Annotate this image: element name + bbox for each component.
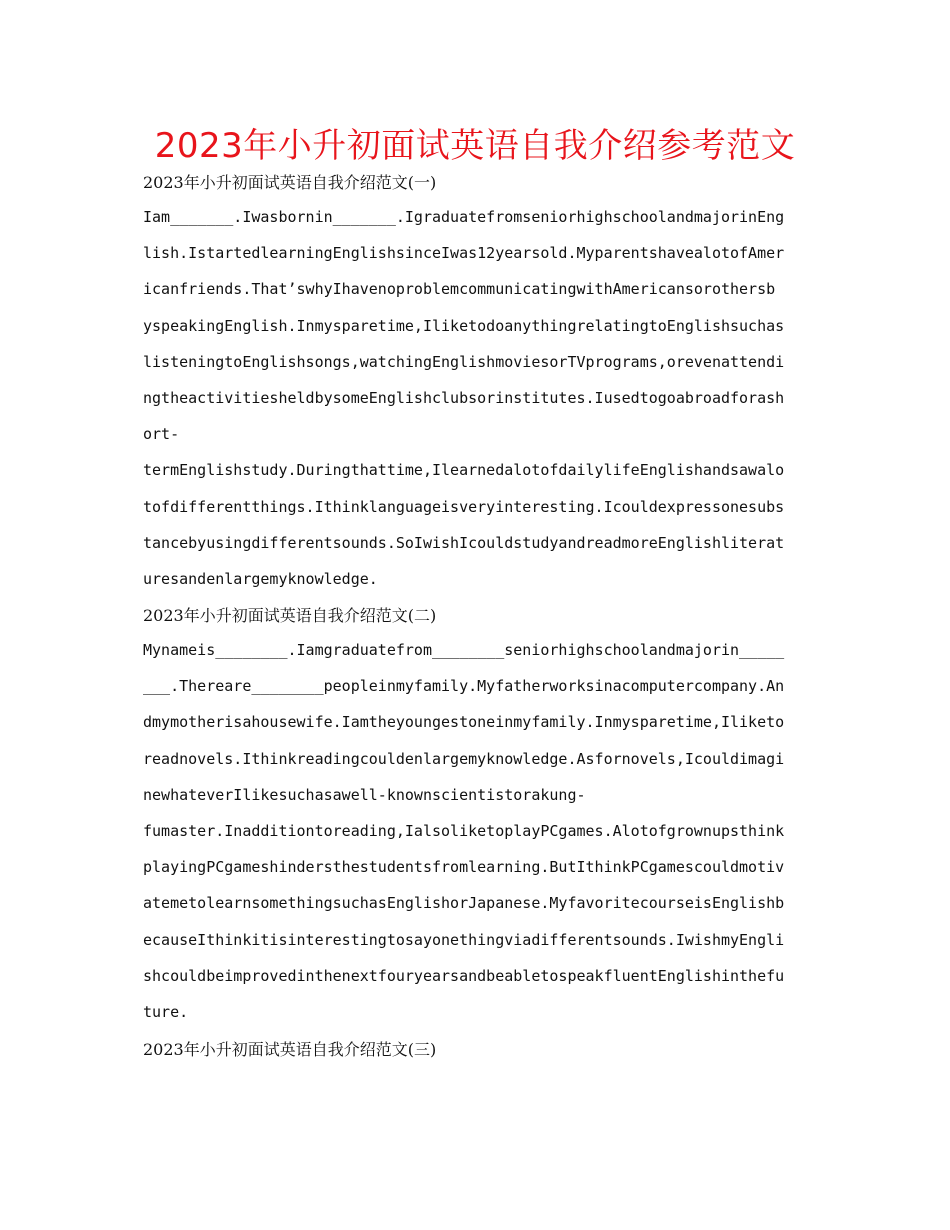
- text-line: atemetolearnsomethingsuchasEnglishorJapanese.MyfavoritecourseisEnglishb: [143, 894, 785, 913]
- text-line: playingPCgameshindersthestudentsfromlearning.ButIthinkPCgamescouldmotiv: [143, 858, 785, 877]
- text-line: uresandenlargemyknowledge.: [143, 569, 378, 588]
- text-line: termEnglishstudy.Duringthattime,IlearnedalotofdailylifeEnglishandsawalo: [143, 461, 785, 480]
- text-line: listeningtoEnglishsongs,watchingEnglishmoviesorTVprograms,orevenattendi: [143, 352, 785, 371]
- text-line: dmymotherisahousewife.Iamtheyoungestoneinmyfamily.Inmysparetime,Iliketo: [143, 713, 785, 732]
- text-line: tancebyusingdifferentsounds.SoIwishIcouldstudyandreadmoreEnglishliterat: [143, 533, 785, 552]
- text-line: ort-: [143, 425, 180, 444]
- text-line: ecauseIthinkitisinterestingtosayonethingviadifferentsounds.IwishmyEngli: [143, 930, 785, 949]
- text-line: ture.: [143, 1002, 189, 1021]
- text-line: Iam_______.Iwasbornin_______.IgraduatefromseniorhighschoolandmajorinEng: [143, 208, 785, 226]
- text-line: newhateverIlikesuchasawell-knownscientistorakung-: [143, 785, 586, 804]
- text-line: Mynameis________.Iamgraduatefrom________seniorhighschoolandmajorin_____: [143, 641, 785, 659]
- text-line: ngtheactivitiesheldbysomeEnglishclubsorinstitutes.Iusedtogoabroadforash: [143, 388, 785, 407]
- section-body-1: [143, 199, 805, 597]
- text-line: ___.Thereare________peopleinmyfamily.Myfatherworksinacomputercompany.An: [143, 677, 785, 696]
- document-title: 2023年小升初面试英语自我介绍参考范文: [154, 126, 796, 166]
- text-line: fumaster.Inadditiontoreading,IalsoliketoplayPCgames.Alotofgrownupsthink: [143, 821, 785, 840]
- section-heading-2: 2023年小升初面试英语自我介绍范文(二): [143, 606, 437, 625]
- section-heading-3: 2023年小升初面试英语自我介绍范文(三): [143, 1040, 437, 1059]
- text-line: tofdifferentthings.Ithinklanguageisveryinteresting.Icouldexpressonesubs: [143, 497, 785, 516]
- text-line: yspeakingEnglish.Inmysparetime,IliketodoanythingrelatingtoEnglishsuchas: [143, 316, 785, 335]
- text-line: icanfriends.That’swhyIhavenoproblemcommunicatingwithAmericansorothersb: [143, 280, 776, 299]
- text-line: lish.IstartedlearningEnglishsinceIwas12yearsold.MyparentshavealotofAmer: [143, 244, 785, 263]
- text-line: shcouldbeimprovedinthenextfouryearsandbeabletospeakfluentEnglishinthefu: [143, 966, 785, 985]
- section-body-2: [143, 632, 805, 1030]
- section-heading-1: 2023年小升初面试英语自我介绍范文(一): [143, 173, 437, 192]
- text-line: readnovels.Ithinkreadingcouldenlargemyknowledge.Asfornovels,Icouldimagi: [143, 749, 785, 768]
